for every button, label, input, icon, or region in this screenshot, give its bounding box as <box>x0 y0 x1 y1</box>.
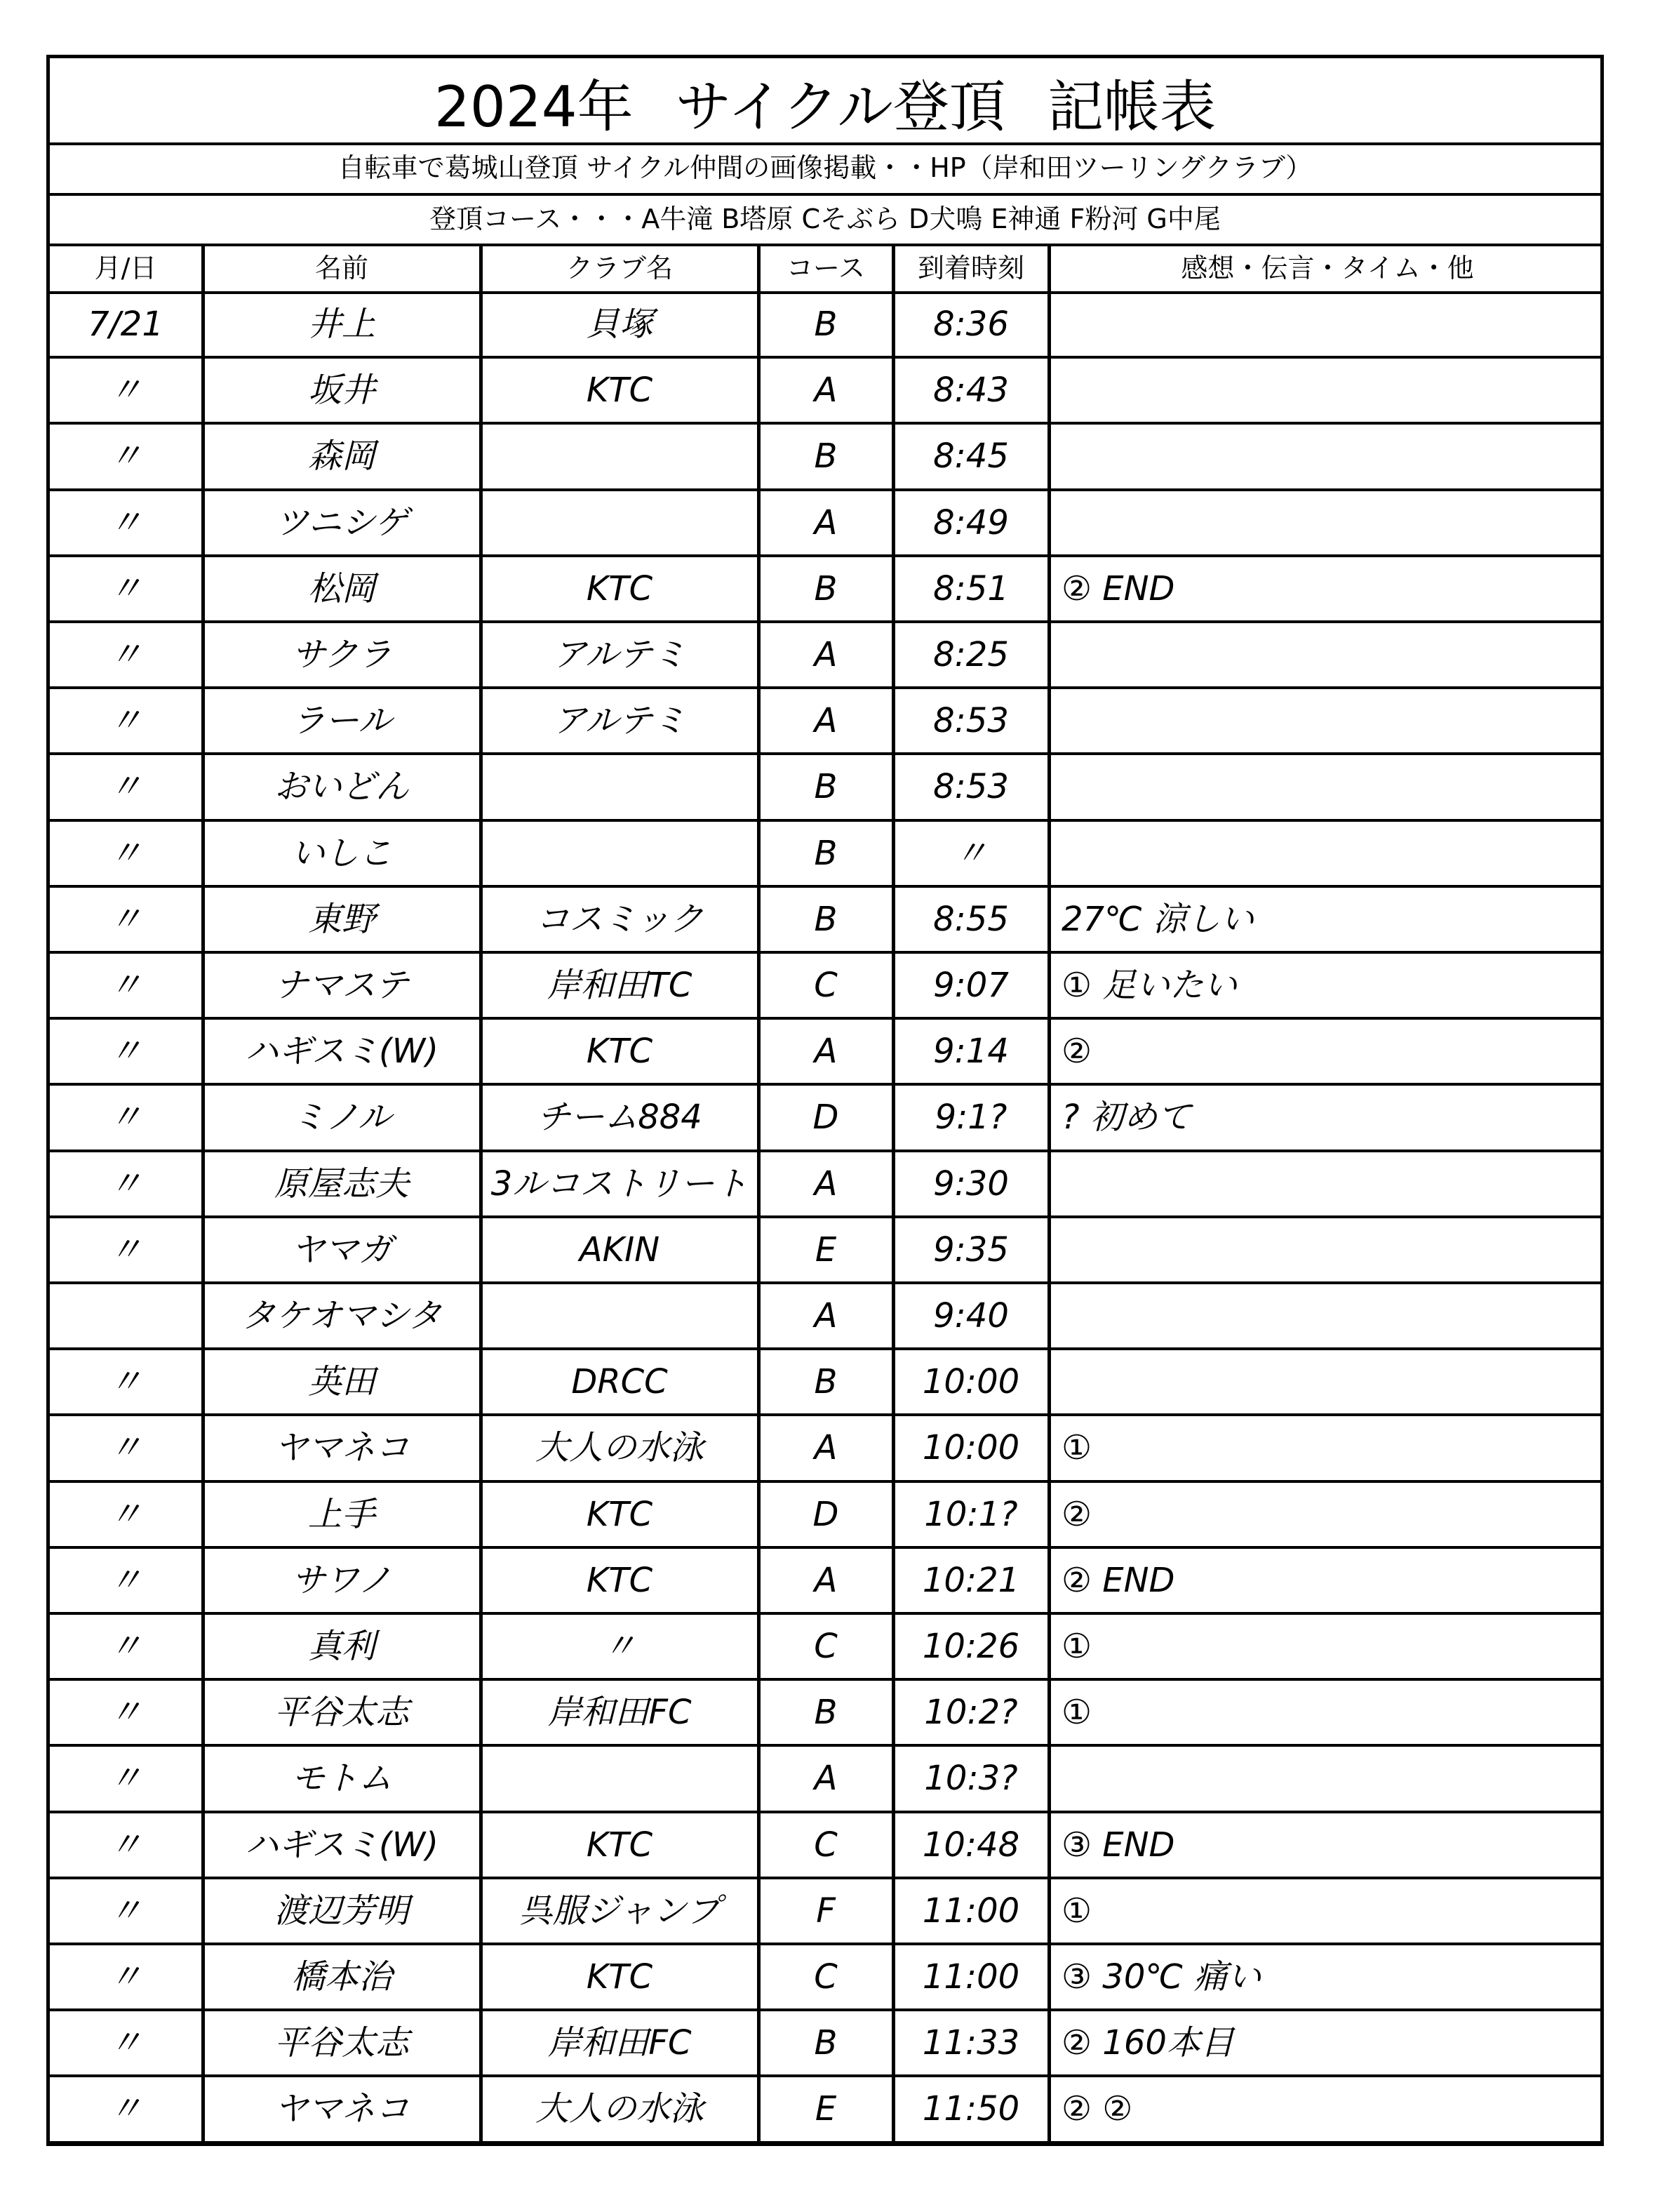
club-cell <box>482 425 757 488</box>
name-cell: サクラ <box>291 635 392 674</box>
table-row <box>50 359 1600 425</box>
date-cell: 〃 <box>108 966 142 1005</box>
date-cell: 〃 <box>108 1560 142 1600</box>
note-cell <box>1055 1284 1609 1347</box>
table-row <box>50 1879 1600 1945</box>
course-cell: E <box>815 1230 837 1270</box>
date-cell: 〃 <box>108 568 142 608</box>
time-cell: 8:55 <box>933 899 1009 939</box>
course-cell: C <box>814 1957 838 1997</box>
table-row <box>50 1350 1600 1416</box>
title-sub: 記帳表 <box>1047 74 1216 140</box>
time-cell: 11:33 <box>922 2023 1020 2063</box>
club-cell: KTC <box>586 371 653 411</box>
date-cell: 〃 <box>108 437 142 477</box>
note-cell: ? 初めて <box>1062 1098 1191 1138</box>
note-cell <box>1055 689 1609 752</box>
name-cell: 英田 <box>307 1362 375 1402</box>
course-cell: B <box>814 305 838 344</box>
date-cell: 〃 <box>108 1098 142 1138</box>
course-cell: E <box>815 2089 837 2129</box>
table-row <box>50 1416 1600 1482</box>
course-cell: B <box>814 2023 838 2063</box>
note-cell: ① <box>1062 1693 1092 1733</box>
logbook-sheet <box>46 55 1604 2146</box>
table-row <box>50 1483 1600 1549</box>
name-cell: おいどん <box>274 767 409 807</box>
title-year: 2024年 <box>434 74 634 140</box>
date-cell: 〃 <box>108 1032 142 1072</box>
course-cell: A <box>814 1428 838 1468</box>
date-cell: 〃 <box>108 1494 142 1534</box>
table-row <box>50 1218 1600 1284</box>
time-cell: 10:00 <box>922 1362 1020 1402</box>
time-cell: 9:40 <box>933 1296 1009 1335</box>
note-cell: ① <box>1062 1891 1092 1931</box>
time-cell: 8:45 <box>933 437 1009 477</box>
table-row <box>50 1086 1600 1152</box>
table-row <box>50 293 1600 359</box>
table-row <box>50 425 1600 491</box>
note-cell <box>1055 822 1609 885</box>
name-cell: ヤマネコ <box>274 1428 409 1468</box>
club-cell: 大人の水泳 <box>535 1428 704 1468</box>
club-cell <box>482 1284 757 1347</box>
note-cell: ① <box>1062 1627 1092 1666</box>
club-cell: 岸和田FC <box>547 2023 692 2063</box>
date-cell: 〃 <box>108 2089 142 2129</box>
date-cell: 〃 <box>108 1627 142 1666</box>
name-cell: タケオマシタ <box>241 1296 442 1335</box>
note-cell <box>1055 359 1609 422</box>
date-cell: 〃 <box>108 371 142 411</box>
name-cell: ラール <box>291 701 392 741</box>
note-cell <box>1055 1218 1609 1281</box>
name-cell: ナマステ <box>274 966 409 1005</box>
table-row <box>50 2011 1600 2077</box>
club-cell: 呉服ジャンプ <box>518 1891 721 1931</box>
time-cell: 8:25 <box>933 635 1009 674</box>
time-cell: 10:1? <box>924 1494 1018 1534</box>
club-cell: アルテミ <box>552 701 687 741</box>
date-cell: 〃 <box>108 1957 142 1997</box>
time-cell: 10:3? <box>924 1759 1018 1799</box>
note-cell: ② <box>1062 1032 1092 1072</box>
subtitle-courses: 登頂コース・・・A牛滝 B塔原 Cそぶら D犬鳴 E神通 F粉河 G中尾 <box>429 204 1221 234</box>
header-name: 名前 <box>314 253 368 284</box>
date-cell: 〃 <box>108 1362 142 1402</box>
course-cell: A <box>814 1560 838 1600</box>
table-row <box>50 557 1600 623</box>
name-cell: ヤマネコ <box>274 2089 409 2129</box>
date-cell: 〃 <box>108 502 142 542</box>
table-row <box>50 1747 1600 1813</box>
time-cell: 8:36 <box>933 305 1009 344</box>
time-cell: 〃 <box>953 833 988 873</box>
note-cell: ② <box>1062 1494 1092 1534</box>
time-cell: 8:49 <box>933 502 1009 542</box>
note-cell: 27℃ 涼しい <box>1062 899 1254 939</box>
header-club: クラブ名 <box>565 253 673 284</box>
club-cell: KTC <box>586 568 653 608</box>
name-cell: 松岡 <box>307 568 375 608</box>
club-cell: KTC <box>586 1825 653 1865</box>
note-cell: ② END <box>1062 1560 1175 1600</box>
table-row <box>50 1152 1600 1218</box>
name-cell: 上手 <box>307 1494 375 1534</box>
table-row <box>50 1615 1600 1681</box>
club-cell: KTC <box>586 1560 653 1600</box>
club-cell: 〃 <box>602 1627 636 1666</box>
table-row <box>50 1945 1600 2011</box>
club-cell <box>482 822 757 885</box>
course-cell: A <box>814 1032 838 1072</box>
time-cell: 10:48 <box>922 1825 1020 1865</box>
club-cell: アルテミ <box>552 635 687 674</box>
time-cell: 11:00 <box>922 1891 1020 1931</box>
note-cell <box>1055 1152 1609 1215</box>
club-cell: 岸和田FC <box>547 1693 692 1733</box>
name-cell: 渡辺芳明 <box>274 1891 409 1931</box>
club-cell: AKIN <box>579 1230 660 1270</box>
time-cell: 10:00 <box>922 1428 1020 1468</box>
date-cell: 〃 <box>108 1428 142 1468</box>
course-cell: B <box>814 899 838 939</box>
table-row <box>50 822 1600 888</box>
club-cell: KTC <box>586 1032 653 1072</box>
course-cell: B <box>814 437 838 477</box>
time-cell: 9:30 <box>933 1164 1009 1204</box>
club-cell: 岸和田TC <box>547 966 692 1005</box>
course-cell: A <box>814 701 838 741</box>
table-row <box>50 1284 1600 1350</box>
note-cell: ③ END <box>1062 1825 1175 1865</box>
name-cell: ハギスミ(W) <box>245 1032 438 1072</box>
note-cell <box>1055 1350 1609 1413</box>
note-cell <box>1055 755 1609 818</box>
header-course: コース <box>786 253 866 284</box>
time-cell: 10:26 <box>922 1627 1020 1666</box>
date-cell: 〃 <box>108 1891 142 1931</box>
table-row <box>50 491 1600 557</box>
name-cell: ツニシゲ <box>274 502 409 542</box>
date-cell: 〃 <box>108 1230 142 1270</box>
club-cell: コスミック <box>535 899 704 939</box>
table-row <box>50 689 1600 755</box>
time-cell: 10:2? <box>924 1693 1018 1733</box>
date-cell: 〃 <box>108 1825 142 1865</box>
note-cell <box>1055 491 1609 554</box>
time-cell: 8:51 <box>933 568 1009 608</box>
club-cell: DRCC <box>571 1362 668 1402</box>
time-cell: 9:1? <box>935 1098 1007 1138</box>
course-cell: C <box>814 1627 838 1666</box>
page-title <box>50 65 1600 149</box>
date-cell <box>50 1284 201 1347</box>
table-row <box>50 1020 1600 1086</box>
table-row <box>50 2077 1600 2143</box>
club-cell: チーム884 <box>537 1098 702 1138</box>
table-row <box>50 1549 1600 1615</box>
time-cell: 9:07 <box>933 966 1009 1005</box>
name-cell: いしこ <box>290 833 392 873</box>
course-cell: F <box>816 1891 836 1931</box>
course-cell: A <box>814 371 838 411</box>
name-cell: ミノル <box>291 1098 392 1138</box>
subtitle-hp: 自転車で葛城山登頂 サイクル仲間の画像掲載・・HP（岸和田ツーリングクラブ） <box>337 152 1313 183</box>
course-cell: D <box>812 1494 839 1534</box>
time-cell: 8:53 <box>933 701 1009 741</box>
time-cell: 8:43 <box>933 371 1009 411</box>
time-cell: 8:53 <box>933 767 1009 807</box>
date-cell: 〃 <box>108 635 142 674</box>
table-row <box>50 755 1600 821</box>
course-cell: B <box>814 767 838 807</box>
header-note: 感想・伝言・タイム・他 <box>1181 253 1474 284</box>
course-cell: B <box>814 1362 838 1402</box>
name-cell: モトム <box>290 1759 392 1799</box>
name-cell: 東野 <box>307 899 375 939</box>
club-cell: KTC <box>586 1957 653 1997</box>
club-cell <box>482 1747 757 1810</box>
course-cell: B <box>814 833 838 873</box>
club-cell: 3ルコストリート <box>490 1164 749 1204</box>
table-row <box>50 623 1600 689</box>
date-cell: 〃 <box>108 701 142 741</box>
time-cell: 11:00 <box>922 1957 1020 1997</box>
club-cell: KTC <box>586 1494 653 1534</box>
title-main: サイクル登頂 <box>675 74 1005 140</box>
date-cell: 7/21 <box>88 305 163 344</box>
name-cell: 坂井 <box>307 371 375 411</box>
table-row <box>50 1681 1600 1747</box>
name-cell: 原屋志夫 <box>274 1164 409 1204</box>
course-cell: A <box>814 635 838 674</box>
name-cell: サワノ <box>291 1560 392 1600</box>
course-cell: D <box>812 1098 839 1138</box>
course-cell: A <box>814 1759 838 1799</box>
name-cell: 井上 <box>307 305 375 344</box>
name-cell: ハギスミ(W) <box>245 1825 438 1865</box>
note-cell <box>1055 293 1609 356</box>
time-cell: 10:21 <box>922 1560 1020 1600</box>
name-cell: 平谷太志 <box>274 2023 409 2063</box>
note-cell <box>1055 623 1609 686</box>
header-time: 到着時刻 <box>917 253 1024 284</box>
table-row <box>50 954 1600 1020</box>
date-cell: 〃 <box>108 1759 142 1799</box>
club-cell: 大人の水泳 <box>535 2089 704 2129</box>
date-cell: 〃 <box>108 1164 142 1204</box>
table-row <box>50 888 1600 954</box>
time-cell: 9:14 <box>933 1032 1009 1072</box>
time-cell: 9:35 <box>933 1230 1009 1270</box>
name-cell: 平谷太志 <box>274 1693 409 1733</box>
course-cell: B <box>814 1693 838 1733</box>
date-cell: 〃 <box>108 767 142 807</box>
club-cell <box>482 491 757 554</box>
course-cell: C <box>814 966 838 1005</box>
date-cell: 〃 <box>108 899 142 939</box>
club-cell <box>482 755 757 818</box>
course-cell: B <box>814 568 838 608</box>
date-cell: 〃 <box>108 1693 142 1733</box>
club-cell: 貝塚 <box>585 305 653 344</box>
note-cell: ③ 30℃ 痛い <box>1062 1957 1261 1997</box>
date-cell: 〃 <box>108 833 142 873</box>
time-cell: 11:50 <box>922 2089 1020 2129</box>
date-cell: 〃 <box>108 2023 142 2063</box>
name-cell: 真利 <box>307 1627 375 1666</box>
course-cell: A <box>814 502 838 542</box>
note-cell: ② END <box>1062 568 1175 608</box>
table-row <box>50 1813 1600 1879</box>
course-cell: A <box>814 1164 838 1204</box>
name-cell: ヤマガ <box>290 1230 392 1270</box>
note-cell <box>1055 425 1609 488</box>
note-cell <box>1055 1747 1609 1810</box>
note-cell: ① <box>1062 1428 1092 1468</box>
note-cell: ① 足いたい <box>1062 966 1238 1005</box>
course-cell: C <box>814 1825 838 1865</box>
header-date: 月/日 <box>94 253 157 284</box>
course-cell: A <box>814 1296 838 1335</box>
note-cell: ② ② <box>1062 2089 1133 2129</box>
name-cell: 森岡 <box>307 437 375 477</box>
note-cell: ② 160本目 <box>1062 2023 1234 2063</box>
name-cell: 橋本治 <box>290 1957 392 1997</box>
